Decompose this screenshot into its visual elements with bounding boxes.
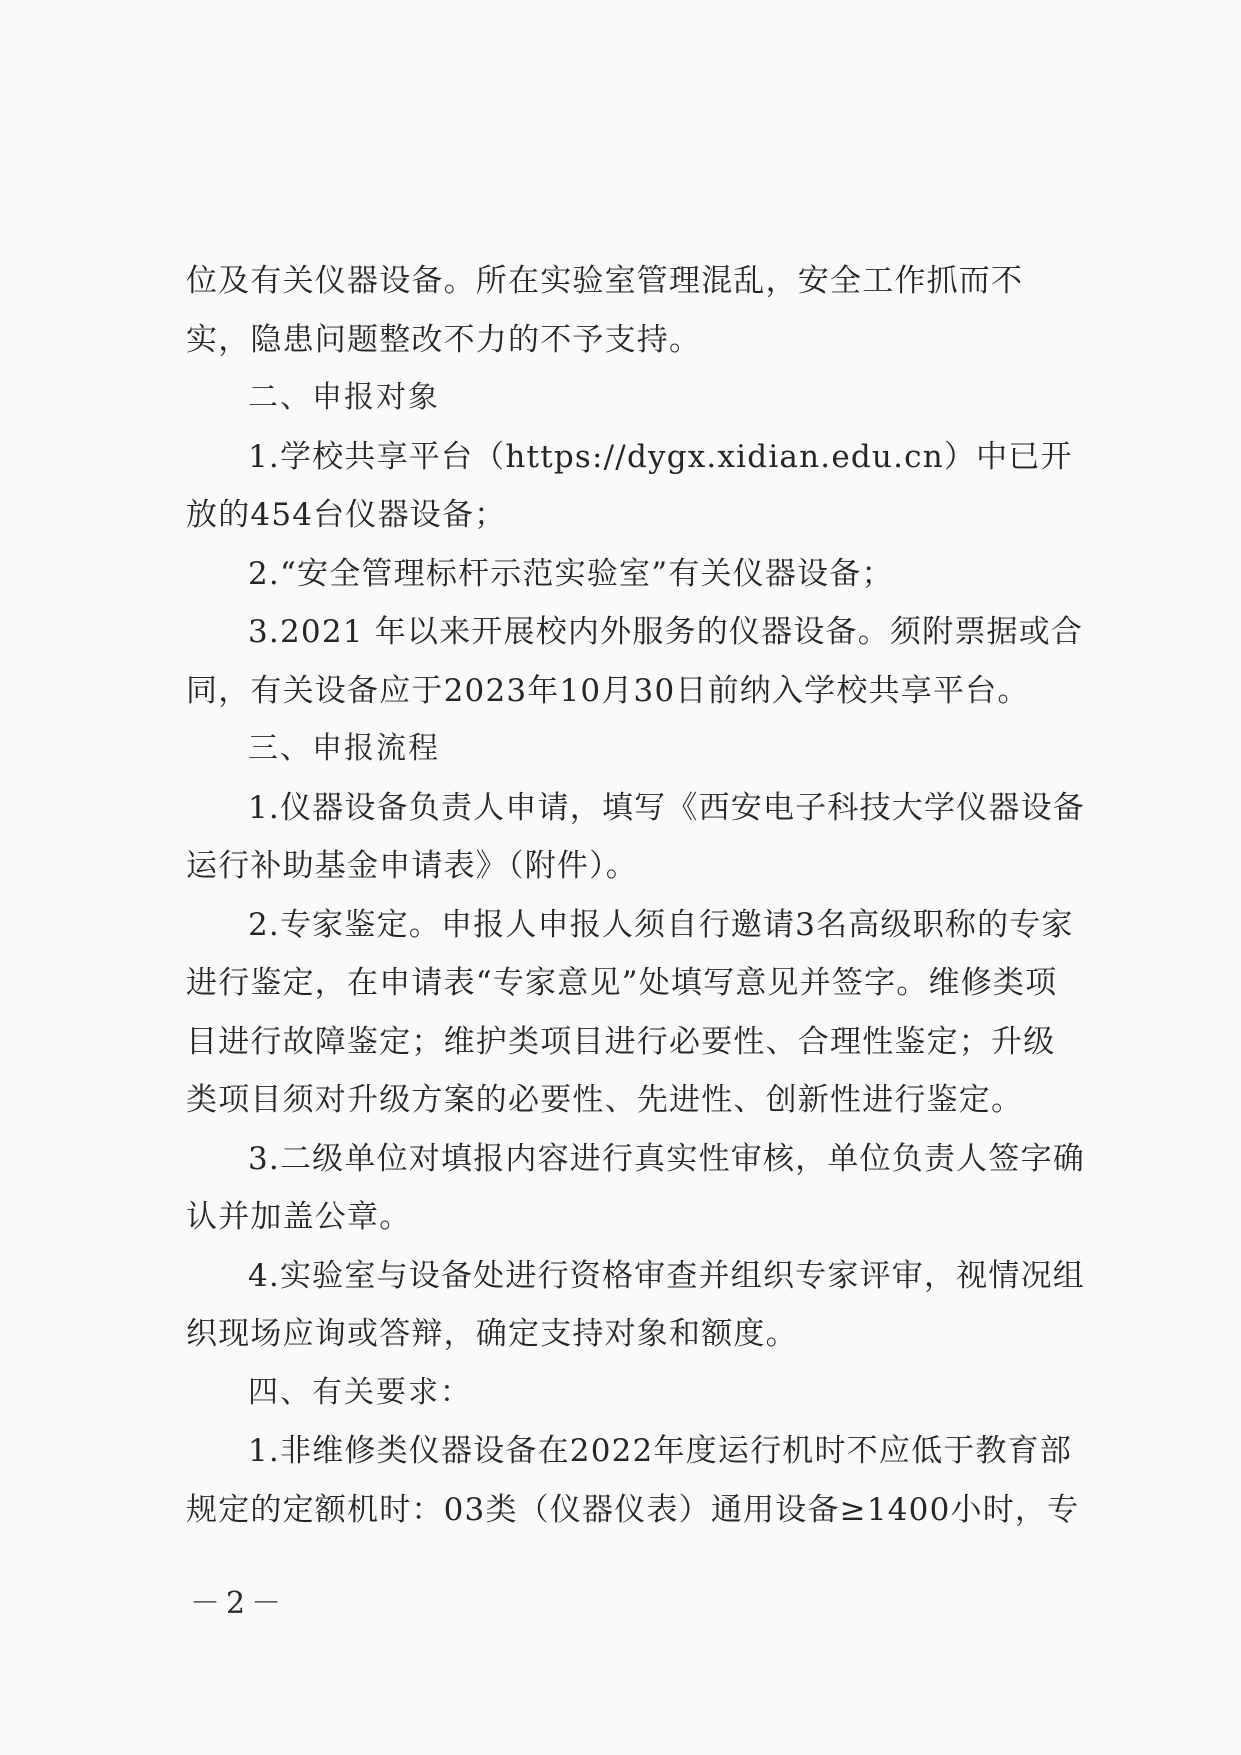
process-item-4: 4.实验室与设备处进行资格审查并组织专家评审，视情况组织现场应询或答辩，确定支持对象和额度。: [186, 1257, 1085, 1352]
process-item-2: 2.专家鉴定。申报人申报人须自行邀请3名高级职称的专家进行鉴定，在申请表“专家意见”处填写意见并签字。维修类项目进行故障鉴定；维护类项目进行必要性、合理性鉴定；升级类项目须对升级方案的必要性、先进性、创新性进行鉴定。: [186, 906, 1074, 1118]
requirement-item-1: 1.非维修类仪器设备在2022年度运行机时不应低于教育部规定的定额机时：03类（仪器仪表）通用设备≥1400小时，专: [186, 1433, 1080, 1528]
document-body: [186, 252, 1086, 1539]
process-item-1: 1.仪器设备负责人申请，填写《西安电子科技大学仪器设备运行补助基金申请表》（附件）。: [186, 789, 1085, 884]
target-item-3: 3.2021 年以来开展校内外服务的仪器设备。须附票据或合同，有关设备应于2023年10月30日前纳入学校共享平台。: [186, 614, 1084, 709]
target-item-1: 1.学校共享平台（https://dygx.xidian.edu.cn）中已开放的454台仪器设备；: [186, 438, 1073, 533]
heading-application-targets: 二、申报对象: [248, 380, 440, 415]
target-item-2: 2.“安全管理标杆示范实验室”有关仪器设备；: [248, 555, 894, 592]
process-item-3: 3.二级单位对填报内容进行真实性审核，单位负责人签字确认并加盖公章。: [186, 1140, 1085, 1235]
heading-application-process: 三、申报流程: [248, 731, 440, 766]
page-number: －2－: [190, 1586, 288, 1621]
heading-requirements: 四、有关要求：: [248, 1374, 472, 1410]
paragraph-continuation: 位及有关仪器设备。所在实验室管理混乱，安全工作抓而不实，隐患问题整改不力的不予支持。: [186, 263, 1024, 358]
